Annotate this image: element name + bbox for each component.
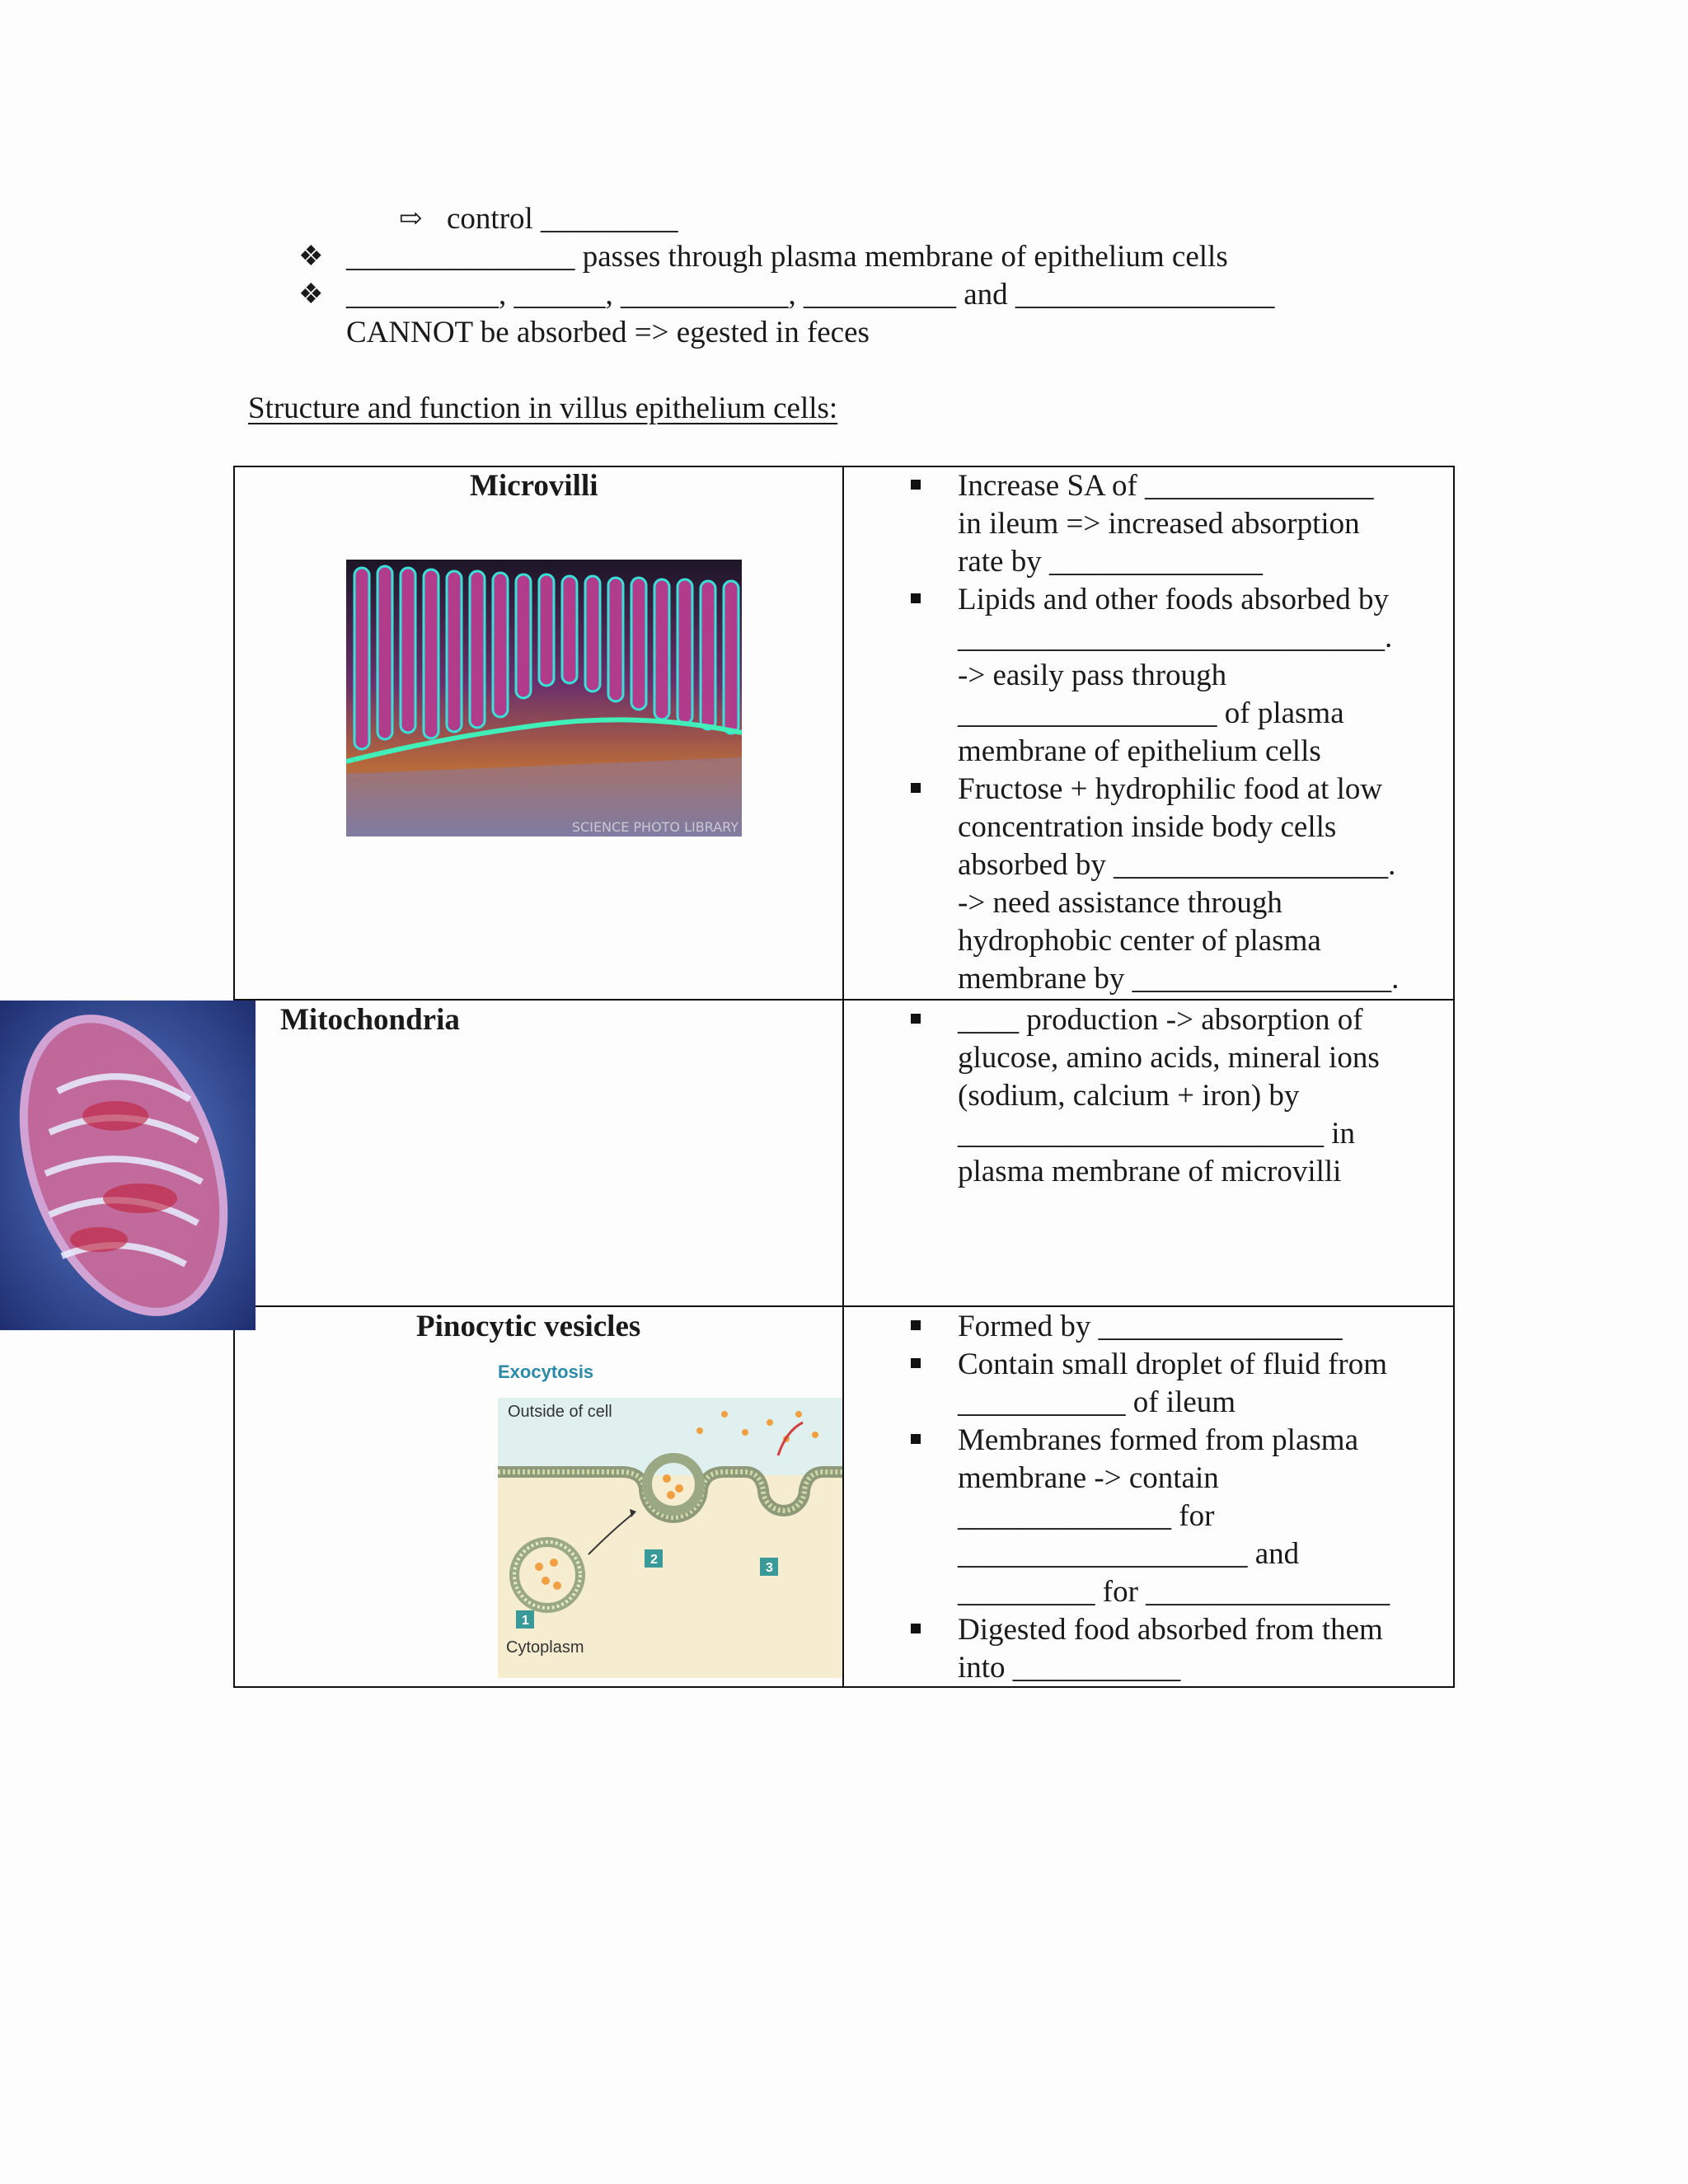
square-bullet-icon (911, 1434, 921, 1444)
microvilli-line: Lipids and other foods absorbed by (958, 583, 1390, 616)
table-row-divider (233, 999, 1455, 1001)
square-bullet-icon (911, 1358, 921, 1368)
microvilli-image-caption: SCIENCE PHOTO LIBRARY (571, 819, 738, 835)
microvilli-line: -> easily pass through (958, 658, 1227, 692)
pinocytic-line: Formed by ________________ (958, 1310, 1343, 1343)
exocytosis-title: Exocytosis (498, 1361, 594, 1382)
pinocytic-line: ______________ for (958, 1499, 1215, 1533)
microvilli-line: _________________ of plasma (958, 696, 1344, 730)
pinocytic-line: ___________________ and (958, 1537, 1300, 1571)
pinocytic-line: Membranes formed from plasma (958, 1423, 1358, 1457)
square-bullet-icon (911, 1624, 921, 1633)
step-2-label: 2 (650, 1553, 658, 1567)
pinocytic-line: into ___________ (958, 1651, 1181, 1685)
square-bullet-icon (911, 1320, 921, 1330)
pinocytic-line: membrane -> contain (958, 1461, 1219, 1495)
cytoplasm-label: Cytoplasm (506, 1638, 584, 1657)
bullet-2-line-1: __________, ______, ___________, __________ and _________________ (346, 278, 1275, 312)
diamond-bullet-icon: ❖ (298, 279, 324, 310)
square-bullet-icon (911, 480, 921, 490)
mitochondria-line: ____ production -> absorption of (958, 1003, 1363, 1037)
pinocytic-line: Contain small droplet of fluid from (958, 1347, 1387, 1381)
microvilli-line: hydrophobic center of plasma (958, 924, 1321, 958)
microvilli-line: membrane of epithelium cells (958, 734, 1321, 768)
mitochondria-line: ________________________ in (958, 1117, 1356, 1151)
microvilli-line: Fructose + hydrophilic food at low (958, 772, 1383, 806)
pinocytic-line: ___________ of ileum (958, 1385, 1236, 1419)
square-bullet-icon (911, 593, 921, 603)
mitochondria-image (0, 1001, 256, 1330)
microvilli-line: rate by ______________ (958, 545, 1263, 579)
microvilli-image (346, 560, 742, 837)
pinocytic-line: Digested food absorbed from them (958, 1613, 1383, 1647)
step-1-label: 1 (522, 1614, 529, 1628)
outside-of-cell-label: Outside of cell (508, 1403, 612, 1421)
square-bullet-icon (911, 1014, 921, 1024)
square-bullet-icon (911, 783, 921, 793)
table-row-divider (233, 1305, 1455, 1307)
pinocytic-vesicles-heading: Pinocytic vesicles (416, 1310, 641, 1343)
pinocytic-line: _________ for ________________ (958, 1575, 1390, 1609)
microvilli-line: ____________________________. (958, 621, 1393, 654)
microvilli-line: membrane by _________________. (958, 962, 1400, 996)
microvilli-line: -> need assistance through (958, 886, 1282, 920)
mitochondria-line: (sodium, calcium + iron) by (958, 1079, 1300, 1113)
microvilli-heading: Microvilli (470, 469, 598, 503)
microvilli-line: Increase SA of _______________ (958, 469, 1374, 503)
microvilli-line: in ileum => increased absorption (958, 507, 1360, 541)
arrow-line: control _________ (447, 202, 678, 236)
mitochondria-heading: Mitochondria (280, 1003, 460, 1037)
step-3-label: 3 (766, 1561, 773, 1575)
exocytosis-diagram (495, 1360, 842, 1666)
microvilli-line: concentration inside body cells (958, 810, 1337, 844)
bullet-1: _______________ passes through plasma membrane of epithelium cells (346, 240, 1228, 274)
bullet-2-line-2: CANNOT be absorbed => egested in feces (346, 316, 870, 349)
section-title: Structure and function in villus epithelium cells: (248, 391, 838, 425)
diamond-bullet-icon: ❖ (298, 241, 324, 272)
arrow-icon: ⇨ (399, 204, 423, 234)
microvilli-line: absorbed by __________________. (958, 848, 1396, 882)
mitochondria-line: glucose, amino acids, mineral ions (958, 1041, 1380, 1075)
mitochondria-line: plasma membrane of microvilli (958, 1155, 1342, 1188)
